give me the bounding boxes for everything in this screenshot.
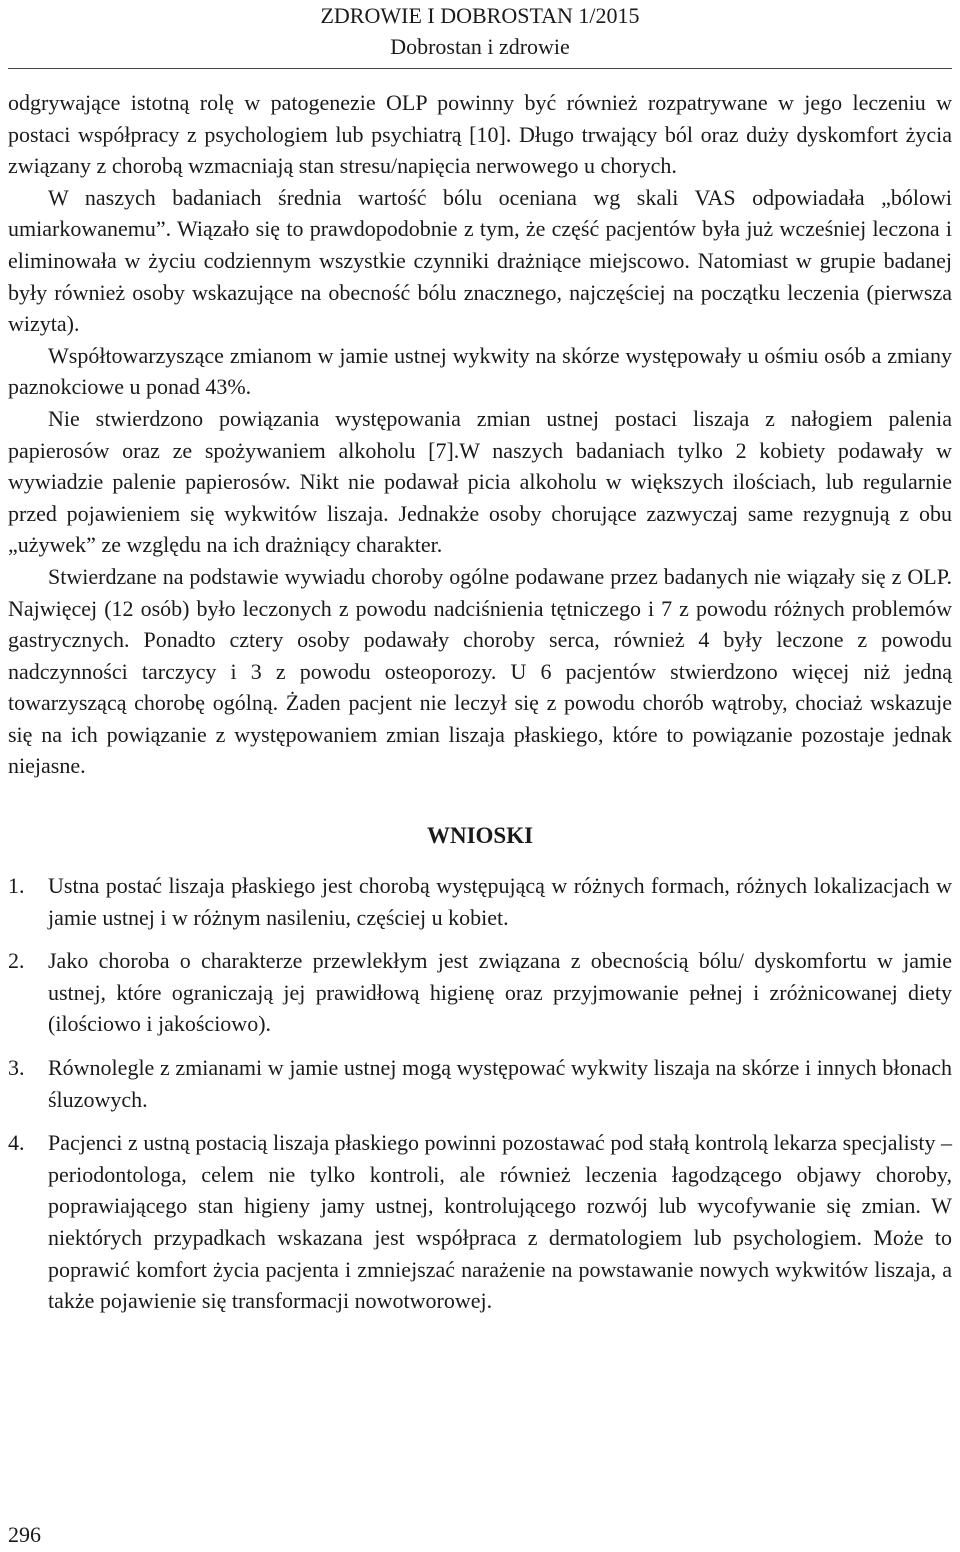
section-subtitle: Dobrostan i zdrowie [390, 34, 570, 59]
body-paragraph: W naszych badaniach średnia wartość bólu oceniana wg skali VAS odpowiadała „bólowi umiarkowanemu”. Wiązało się to prawdopodobnie z tym, że część pacjentów była już wcześniej leczona i eliminowała w życiu codziennym wszystkie czynniki drażniące miejscowo. Natomiast w grupie badanej były również osoby wskazujące na obecność bólu znacznego, najczęściej na początku leczenia (pierwsza wizyta). [8, 184, 952, 337]
header-rule [8, 68, 952, 69]
conclusion-number: 3. [8, 1055, 25, 1081]
conclusion-text: Pacjenci z ustną postacią liszaja płaskiego powinni pozostawać pod stałą kontrolą lekarza specjalisty – periodontologa, celem nie tylko kontroli, ale również leczenia łagodzącego objawy choroby, poprawiającego stan higieny jamy ustnej, kontrolującego rozwój lub wycofywanie się zmian. W niektórych przypadkach wskazana jest współpraca z dermatologiem lub psychologiem. Może to poprawić komfort życia pacjenta i zmniejszać narażenie na powstawanie nowych wykwitów liszaja, a także pojawienie się transformacji nowotworowej. [48, 1130, 952, 1314]
conclusion-item [8, 1127, 952, 1317]
conclusion-number: 4. [8, 1130, 25, 1156]
conclusion-item [8, 1052, 952, 1115]
body-paragraph: odgrywające istotną rolę w patogenezie OLP powinny być również rozpatrywane w jego leczeniu w postaci współpracy z psychologiem lub psychiatrą [10]. Długo trwający ból oraz duży dyskomfort życia związany z chorobą wzmacniają stan stresu/napięcia nerwowego u chorych. [8, 90, 952, 179]
body-paragraph: Stwierdzane na podstawie wywiadu choroby ogólne podawane przez badanych nie wiązały się z OLP. Najwięcej (12 osób) było leczonych z powodu nadciśnienia tętniczego i 7 z powodu różnych problemów gastrycznych. Ponadto cztery osoby podawały choroby serca, również 4 były leczone z powodu nadczynności tarczycy i 3 z powodu osteoporozy. U 6 pacjentów stwierdzono więcej niż jedną towarzyszącą chorobę ogólną. Żaden pacjent nie leczył się z powodu chorób wątroby, chociaż wskazuje się na ich powiązanie z występowaniem zmian liszaja płaskiego, które to powiązanie pozostaje jednak niejasne. [8, 563, 952, 779]
body-paragraph: Nie stwierdzono powiązania występowania zmian ustnej postaci liszaja z nałogiem palenia papierosów oraz ze spożywaniem alkoholu [7].W naszych badaniach tylko 2 kobiety podawały w wywiadzie palenie papierosów. Nikt nie podawał picia alkoholu w większych ilościach, lub regularnie przed pojawieniem się wykwitów liszaja. Jednakże osoby chorujące zazwyczaj same rezygnują z obu „używek” ze względu na ich drażniący charakter. [8, 405, 952, 558]
journal-title: ZDROWIE I DOBROSTAN 1/2015 [320, 3, 640, 28]
running-header [0, 0, 960, 62]
body-paragraph: Współtowarzyszące zmianom w jamie ustnej wykwity na skórze występowały u ośmiu osób a zmiany paznokciowe u ponad 43%. [8, 342, 952, 400]
conclusion-item [8, 945, 952, 1040]
page-number: 296 [8, 1522, 41, 1547]
conclusion-number: 1. [8, 873, 25, 899]
conclusion-text: Ustna postać liszaja płaskiego jest chorobą występującą w różnych formach, różnych lokalizacjach w jamie ustnej i w różnym nasileniu, częściej u kobiet. [48, 873, 952, 930]
conclusion-item [8, 870, 952, 933]
conclusion-number: 2. [8, 948, 25, 974]
conclusion-text: Równolegle z zmianami w jamie ustnej mogą występować wykwity liszaja na skórze i innych błonach śluzowych. [48, 1055, 952, 1112]
article-body [8, 87, 952, 1329]
conclusions-list [8, 870, 952, 1317]
conclusion-text: Jako choroba o charakterze przewlekłym jest związana z obecnością bólu/ dyskomfortu w jamie ustnej, które ograniczają jej prawidłową higienę oraz przyjmowanie pełnej i zróżnicowanej diety (ilościowo i jakościowo). [48, 948, 952, 1037]
conclusions-heading: WNIOSKI [426, 823, 534, 849]
